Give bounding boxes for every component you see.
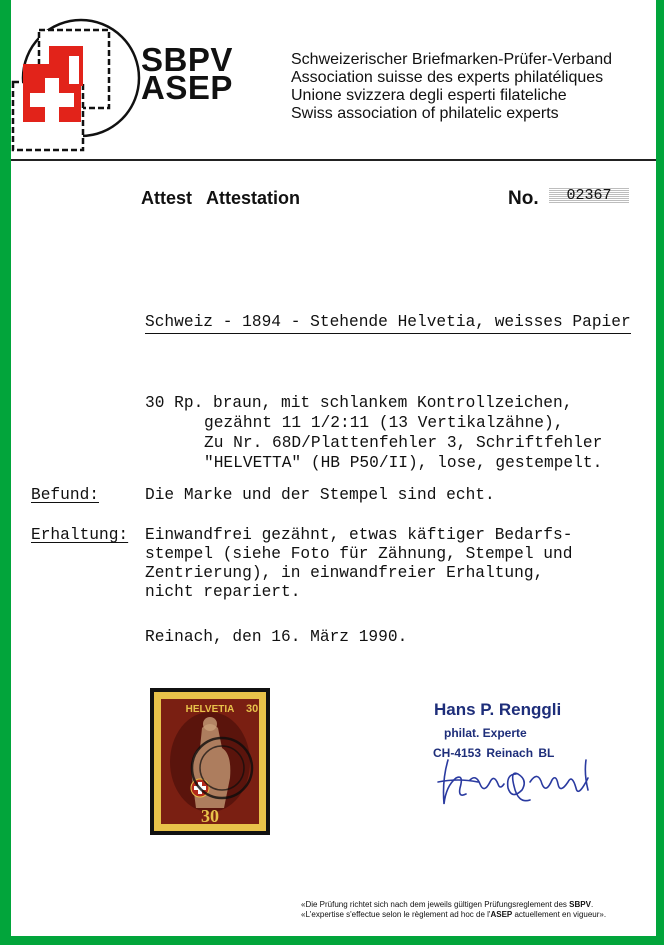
attest-title-fr: Attestation: [206, 188, 301, 208]
expert-title: philat. Experte: [444, 726, 527, 740]
description-line: Zu Nr. 68D/Plattenfehler 3, Schriftfehler: [204, 434, 603, 452]
brand-sbpv: SBPV: [141, 41, 233, 78]
place-date: Reinach, den 16. März 1990.: [145, 628, 408, 646]
attest-number-label: No.: [508, 188, 539, 209]
findings-label: Befund:: [31, 486, 99, 504]
stamp-legend: HELVETIA: [185, 704, 235, 715]
footer-line-fr-end: actuellement en vigueur».: [512, 910, 607, 919]
condition-line: nicht repariert.: [145, 583, 301, 601]
attest-number: 02367: [549, 188, 629, 204]
footer-line-fr-text: «L'expertise s'effectue selon le règlement ad hoc de l': [301, 910, 491, 919]
condition-line: Einwandfrei gezähnt, etwas käftiger Bedarfs-: [145, 526, 573, 544]
stamp-description: [145, 393, 602, 473]
footer-line-de-org: SBPV: [569, 900, 591, 909]
expert-name: Hans P. Renggli: [434, 700, 562, 719]
certificate-sheet: [11, 0, 656, 936]
sbpv-logo-icon: [11, 6, 145, 154]
brand-asep: ASEP: [141, 69, 233, 106]
findings-text: Die Marke und der Stempel sind echt.: [145, 486, 495, 504]
legal-footer: [301, 900, 606, 920]
footer-line-de-text: «Die Prüfung richtet sich nach dem jeweils gültigen Prüfungsreglement des: [301, 900, 570, 909]
description-line: 30 Rp. braun, mit schlankem Kontrollzeichen,: [145, 394, 573, 412]
header-divider: [11, 159, 656, 161]
association-names: [291, 51, 651, 123]
condition-line: Zentrierung), in einwandfreier Erhaltung,: [145, 564, 544, 582]
footer-line-de-end: .: [590, 900, 594, 909]
expert-address: CH-4153 Reinach BL: [433, 746, 555, 760]
condition-label: Erhaltung:: [31, 526, 129, 544]
stamp-photo: [150, 688, 270, 835]
footer-line-fr: [301, 910, 606, 920]
association-name-de: Schweizerischer Briefmarken-Prüfer-Verband: [291, 51, 613, 68]
attest-title-de: Attest: [141, 188, 193, 208]
condition-line: stempel (siehe Foto für Zähnung, Stempel und: [145, 545, 573, 563]
association-name-en: Swiss association of philatelic experts: [291, 105, 559, 122]
brand-acronyms: [141, 41, 281, 106]
description-line: "HELVETTA" (HB P50/II), lose, gestempelt.: [204, 454, 603, 472]
condition-text: [145, 526, 572, 602]
stamp-bottom-value: 30: [201, 806, 219, 826]
description-line: gezähnt 11 1/2:11 (13 Vertikalzähne),: [204, 414, 564, 432]
subject-line: Schweiz - 1894 - Stehende Helvetia, weisses Papier: [145, 313, 631, 334]
association-name-fr: Association suisse des experts philatéliques: [291, 69, 604, 86]
footer-line-fr-org: ASEP: [490, 910, 513, 919]
association-name-it: Unione svizzera degli esperti filateliche: [291, 87, 567, 104]
attest-title: [141, 188, 300, 209]
stamp-top-value: 30: [246, 703, 259, 715]
expert-signature: [426, 752, 596, 812]
footer-line-de: [301, 900, 606, 910]
